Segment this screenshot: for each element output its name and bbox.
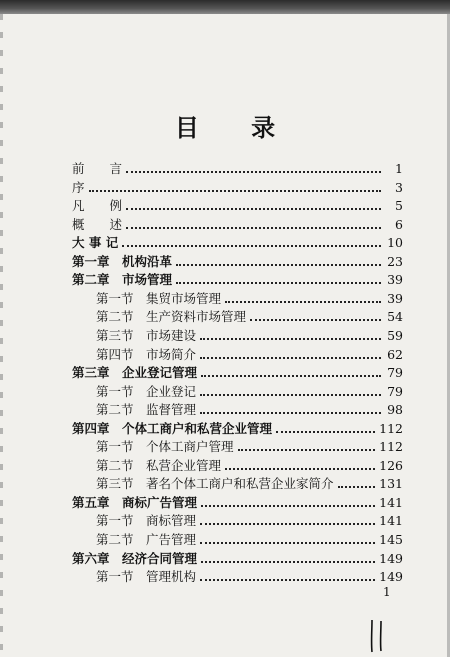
- toc-entry-label: 第四章 个体工商户和私营企业管理: [72, 420, 273, 436]
- toc-section-entry: [96, 457, 403, 475]
- page-title: 目 录: [174, 113, 298, 142]
- toc-entry-label: 第一节 集贸市场管理: [96, 290, 222, 306]
- dot-leader: [338, 486, 376, 488]
- dot-leader: [201, 505, 375, 507]
- dot-leader: [250, 319, 381, 321]
- dot-leader: [238, 449, 376, 451]
- toc-chapter-entry: [72, 271, 403, 289]
- toc-section-entry: [96, 568, 403, 586]
- toc-entry-label: 凡 例: [72, 198, 123, 214]
- toc-entry-page-number: 54: [387, 309, 403, 325]
- dot-leader: [126, 208, 381, 210]
- toc-entry-label: 第一章 机构沿革: [72, 253, 173, 269]
- toc-chapter-entry: [72, 234, 403, 252]
- toc-chapter-entry: [72, 160, 403, 178]
- handwritten-mark: [367, 618, 387, 654]
- toc-entry-label: 第一节 商标管理: [96, 513, 197, 529]
- toc-entry-page-number: 79: [387, 365, 403, 381]
- toc-entry-page-number: 3: [395, 179, 403, 195]
- toc-section-entry: [96, 438, 403, 456]
- dot-leader: [176, 282, 381, 284]
- dot-leader: [200, 394, 381, 396]
- toc-entry-page-number: 39: [387, 272, 403, 288]
- toc-chapter-entry: [72, 216, 403, 234]
- toc-entry-label: 第五章 商标广告管理: [72, 494, 198, 510]
- dot-leader: [201, 561, 375, 563]
- dot-leader: [89, 190, 381, 192]
- toc-entry-page-number: 10: [387, 235, 403, 251]
- toc-entry-label: 第三节 市场建设: [96, 327, 197, 343]
- toc-entry-page-number: 145: [379, 532, 403, 547]
- page-number: 1: [383, 585, 391, 599]
- dot-leader: [200, 412, 381, 414]
- toc-section-entry: [96, 401, 403, 419]
- toc-section-entry: [96, 346, 403, 364]
- toc-entry-label: 第二节 监督管理: [96, 402, 197, 418]
- toc-entry-page-number: 149: [379, 569, 403, 585]
- toc-entry-page-number: 98: [387, 402, 403, 418]
- toc-entry-label: 第二节 广告管理: [96, 532, 197, 547]
- toc-entry-label: 第一节 个体工商户管理: [96, 439, 234, 455]
- dot-leader: [200, 579, 375, 581]
- toc-chapter-entry: [72, 253, 403, 271]
- toc-chapter-entry: [72, 364, 403, 382]
- toc-entry-page-number: 5: [395, 198, 403, 214]
- scan-top-edge: [0, 0, 450, 14]
- toc-entry-page-number: 112: [379, 439, 403, 455]
- toc-chapter-entry: [72, 197, 403, 215]
- toc-entry-page-number: 23: [387, 253, 403, 269]
- toc-entry-page-number: 79: [387, 383, 403, 399]
- toc-section-entry: [96, 308, 403, 326]
- toc-entry-page-number: 62: [387, 346, 403, 362]
- toc-chapter-entry: [72, 420, 403, 438]
- toc-entry-page-number: 6: [395, 216, 403, 232]
- dot-leader: [122, 245, 381, 247]
- dot-leader: [225, 301, 381, 303]
- toc-section-entry: [96, 512, 403, 530]
- toc-entry-page-number: 141: [379, 494, 403, 510]
- dot-leader: [201, 375, 381, 377]
- toc-entry-label: 前 言: [72, 161, 123, 176]
- toc-entry-label: 第二章 市场管理: [72, 272, 173, 288]
- dot-leader: [276, 431, 375, 433]
- toc-entry-page-number: 126: [379, 457, 403, 473]
- toc-section-entry: [96, 383, 403, 401]
- toc-entry-label: 序: [72, 179, 85, 195]
- toc-chapter-entry: [72, 179, 403, 197]
- toc-entry-page-number: 131: [379, 476, 403, 492]
- toc-entry-page-number: 149: [379, 550, 403, 566]
- dot-leader: [225, 468, 375, 470]
- toc-entry-label: 第三章 企业登记管理: [72, 365, 198, 381]
- toc-entry-page-number: 1: [395, 161, 403, 176]
- dot-leader: [200, 357, 381, 359]
- toc-section-entry: [96, 290, 403, 308]
- toc-entry-label: 第六章 经济合同管理: [72, 550, 198, 566]
- dot-leader: [176, 264, 381, 266]
- dot-leader: [126, 171, 381, 173]
- dot-leader: [126, 227, 381, 229]
- toc-entry-label: 大 事 记: [72, 235, 119, 251]
- toc-entry-label: 第三节 著名个体工商户和私营企业家简介: [96, 476, 334, 492]
- toc-entry-label: 第四节 市场简介: [96, 346, 197, 362]
- toc-chapter-entry: [72, 494, 403, 512]
- toc-entry-label: 概 述: [72, 216, 123, 232]
- toc-entry-page-number: 59: [387, 327, 403, 343]
- toc-section-entry: [96, 475, 403, 493]
- toc-entry-page-number: 141: [379, 513, 403, 529]
- dot-leader: [200, 542, 375, 544]
- toc-section-entry: [96, 531, 403, 549]
- toc-entry-label: 第二节 生产资料市场管理: [96, 309, 247, 325]
- dot-leader: [200, 338, 381, 340]
- toc-section-entry: [96, 327, 403, 345]
- toc-entry-label: 第一节 企业登记: [96, 383, 197, 399]
- toc-entry-page-number: 39: [387, 290, 403, 306]
- toc-entry-page-number: 112: [379, 420, 403, 436]
- toc-entry-label: 第一节 管理机构: [96, 569, 197, 585]
- toc-chapter-entry: [72, 550, 403, 568]
- toc-entry-label: 第二节 私营企业管理: [96, 457, 222, 473]
- dot-leader: [200, 523, 375, 525]
